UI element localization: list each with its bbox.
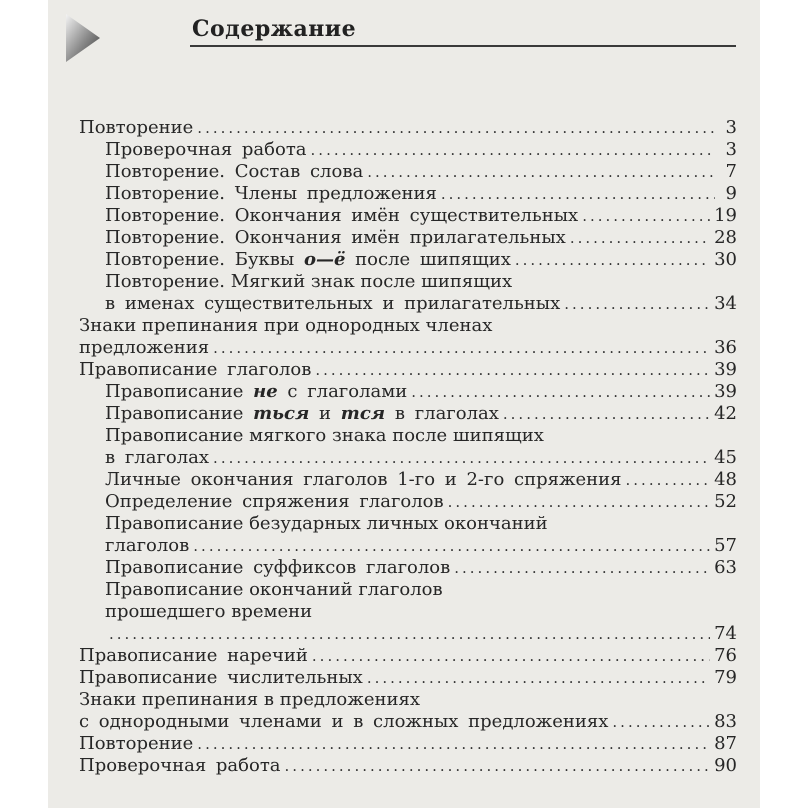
toc-entry[interactable] — [79, 315, 737, 359]
toc-entry[interactable] — [79, 227, 737, 249]
toc-entry[interactable] — [79, 755, 737, 777]
label-fragment: после шипящих — [345, 249, 511, 270]
toc-entry-row — [79, 403, 737, 425]
toc-entry-line: Знаки препинания при однородных членах — [79, 315, 493, 336]
toc-entry-label: в именах существительных и прилагательных — [105, 293, 561, 314]
toc-entry-row — [79, 161, 737, 183]
dot-leader — [441, 183, 715, 205]
dot-leader — [570, 227, 710, 249]
toc-entry[interactable] — [79, 205, 737, 227]
page-number: 57 — [714, 535, 737, 556]
toc-entry-label: Повторение. Окончания имён прилагательных — [105, 227, 566, 248]
page-number: 45 — [714, 447, 737, 468]
toc-entry-label: Личные окончания глаголов 1-го и 2-го спряжения — [105, 469, 622, 490]
dot-leader — [213, 337, 710, 359]
toc-entry[interactable] — [79, 645, 737, 667]
page-number: 42 — [714, 403, 737, 424]
toc-entry-row — [79, 381, 737, 403]
toc-entry[interactable] — [79, 359, 737, 381]
toc-entry[interactable] — [79, 183, 737, 205]
label-fragment: с глаголами — [277, 381, 408, 402]
toc-entry-row — [79, 535, 737, 557]
page-number: 3 — [725, 117, 737, 138]
dot-leader — [311, 139, 715, 161]
toc-entry[interactable] — [79, 689, 737, 733]
page-number: 76 — [714, 645, 737, 666]
toc-entry-row — [79, 733, 737, 755]
toc-entry-label: Повторение — [79, 733, 194, 754]
toc-entry[interactable] — [79, 491, 737, 513]
page-title: Содержание — [192, 16, 357, 42]
toc-entry-row — [79, 711, 737, 733]
toc-entry-line: Знаки препинания в предложениях — [79, 689, 420, 710]
dot-leader — [448, 491, 710, 513]
page-number: 52 — [714, 491, 737, 512]
label-fragment: Правописание — [105, 381, 254, 402]
toc-entry-row — [79, 227, 737, 249]
page-number: 39 — [714, 381, 737, 402]
toc-entry[interactable] — [79, 249, 737, 271]
page-number: 63 — [714, 557, 737, 578]
toc-entry-row — [79, 645, 737, 667]
dot-leader — [626, 469, 711, 491]
toc-entry-label — [105, 249, 511, 271]
toc-entry-row — [79, 359, 737, 381]
toc-entry-row — [79, 755, 737, 777]
toc-entry[interactable] — [79, 469, 737, 491]
toc-entry-row — [79, 183, 737, 205]
toc-entry-line: прошедшего времени — [105, 601, 313, 622]
toc-entry-line: Правописание мягкого знака после шипящих — [105, 425, 544, 446]
emphasized-text: тся — [340, 403, 386, 424]
toc-entry-row — [79, 249, 737, 271]
toc-entry[interactable] — [79, 733, 737, 755]
page-number: 28 — [714, 227, 737, 248]
toc-entry[interactable] — [79, 403, 737, 425]
table-of-contents — [79, 117, 737, 777]
toc-entry-row — [79, 293, 737, 315]
toc-entry-label: Повторение. Члены предложения — [105, 183, 437, 204]
toc-entry-row — [79, 337, 737, 359]
page-number: 83 — [714, 711, 737, 732]
page-number: 30 — [714, 249, 737, 270]
toc-entry-line: Правописание безударных личных окончаний — [105, 513, 548, 534]
dot-leader — [564, 293, 710, 315]
dot-leader — [411, 381, 710, 403]
dot-leader — [285, 755, 711, 777]
toc-entry-row — [79, 667, 737, 689]
dot-leader — [503, 403, 710, 425]
page-number: 7 — [725, 161, 737, 182]
toc-entry[interactable] — [79, 425, 737, 469]
toc-entry-row — [79, 623, 737, 645]
header-tab-marker — [66, 14, 100, 62]
toc-entry-label: в глаголах — [105, 447, 210, 468]
emphasized-text: ться — [253, 403, 310, 424]
toc-entry-row — [79, 491, 737, 513]
dot-leader — [582, 205, 710, 227]
label-fragment: и — [309, 403, 341, 424]
toc-entry[interactable] — [79, 271, 737, 315]
toc-entry-label: Определение спряжения глаголов — [105, 491, 444, 512]
dot-leader — [312, 645, 710, 667]
page-number: 87 — [714, 733, 737, 754]
dot-leader — [515, 249, 710, 271]
toc-entry[interactable] — [79, 161, 737, 183]
page-number: 79 — [714, 667, 737, 688]
toc-entry[interactable] — [79, 513, 737, 557]
toc-entry-line: Повторение. Мягкий знак после шипящих — [105, 271, 513, 292]
toc-entry-label: предложения — [79, 337, 210, 358]
toc-entry[interactable] — [79, 381, 737, 403]
toc-entry-label: Правописание суффиксов глаголов — [105, 557, 451, 578]
toc-entry[interactable] — [79, 579, 737, 645]
page-number: 34 — [714, 293, 737, 314]
toc-entry[interactable] — [79, 139, 737, 161]
toc-entry-label: с однородными членами и в сложных предложениях — [79, 711, 609, 732]
toc-entry[interactable] — [79, 117, 737, 139]
toc-entry-row — [79, 557, 737, 579]
page-number: 19 — [714, 205, 737, 226]
label-fragment: Правописание — [105, 403, 254, 424]
page-number: 3 — [725, 139, 737, 160]
page-number: 74 — [714, 623, 737, 644]
toc-entry-label: Повторение — [79, 117, 194, 138]
dot-leader — [197, 117, 715, 139]
toc-entry-label: Правописание числительных — [79, 667, 363, 688]
dot-leader — [193, 535, 710, 557]
dot-leader — [213, 447, 710, 469]
toc-entry-row — [79, 139, 737, 161]
dot-leader — [197, 733, 710, 755]
toc-entry-label: глаголов — [105, 535, 190, 556]
toc-entry-row — [79, 469, 737, 491]
page-number: 36 — [714, 337, 737, 358]
page-number: 48 — [714, 469, 737, 490]
toc-entry-label: Правописание наречий — [79, 645, 308, 666]
dot-leader — [315, 359, 710, 381]
toc-entry-label: Правописание глаголов — [79, 359, 312, 380]
toc-entry-row — [79, 205, 737, 227]
toc-entry-label: Проверочная работа — [105, 139, 307, 160]
toc-entry-row — [79, 447, 737, 469]
page-number: 39 — [714, 359, 737, 380]
dot-leader — [454, 557, 710, 579]
dot-leader — [109, 623, 710, 645]
emphasized-text: не — [253, 381, 278, 402]
toc-entry-label: Повторение. Окончания имён существительных — [105, 205, 579, 226]
section-header — [66, 14, 736, 50]
dot-leader — [367, 667, 710, 689]
page-number: 9 — [725, 183, 737, 204]
dot-leader — [612, 711, 710, 733]
toc-entry-label: Проверочная работа — [79, 755, 281, 776]
toc-entry-label — [105, 381, 407, 403]
label-fragment: в глаголах — [385, 403, 499, 424]
page-number: 90 — [714, 755, 737, 776]
toc-entry-label — [105, 403, 499, 425]
header-divider — [190, 45, 736, 47]
dot-leader — [367, 161, 715, 183]
toc-entry-row — [79, 117, 737, 139]
emphasized-text: о—ё — [303, 249, 346, 270]
toc-entry-label: Повторение. Состав слова — [105, 161, 364, 182]
toc-entry-line: Правописание окончаний глаголов — [105, 579, 443, 600]
toc-entry[interactable] — [79, 557, 737, 579]
label-fragment: Повторение. Буквы — [105, 249, 304, 270]
toc-entry[interactable] — [79, 667, 737, 689]
